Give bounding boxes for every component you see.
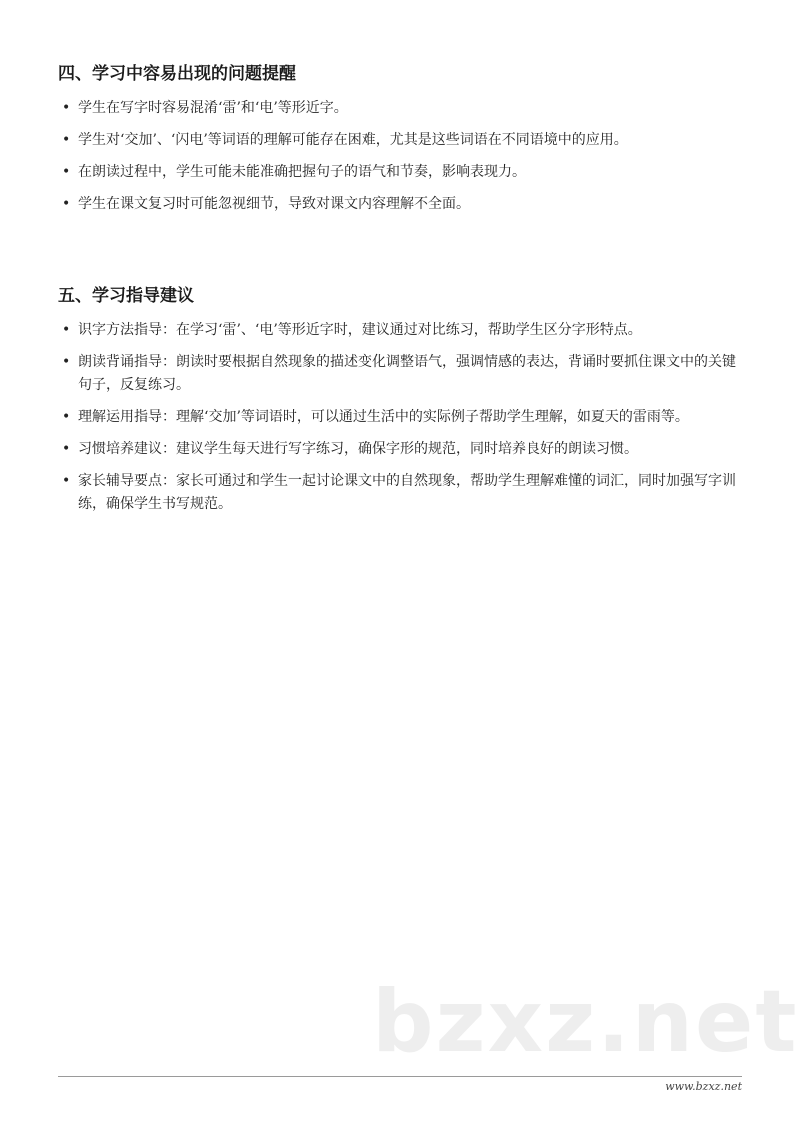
list-item: • 家长辅导要点：家长可通过和学生一起讨论课文中的自然现象，帮助学生理解难懂的词汇，同时加强写字训练，确保学生书写规范。: [58, 470, 738, 516]
bullet-list: [58, 97, 748, 216]
list-item: • 习惯培养建议：建议学生每天进行写字练习，确保字形的规范，同时培养良好的朗读习惯。: [58, 438, 738, 461]
section-heading: 五、学习指导建议: [58, 286, 194, 306]
list-item: • 在朗读过程中，学生可能未能准确把握句子的语气和节奏，影响表现力。: [58, 161, 738, 184]
footer-divider: [58, 1076, 742, 1077]
list-item: • 朗读背诵指导：朗读时要根据自然现象的描述变化调整语气，强调情感的表达，背诵时要抓住课文中的关键句子，反复练习。: [58, 351, 738, 397]
bullet-list: [58, 319, 748, 516]
watermark: bzxz.net: [372, 972, 799, 1072]
list-item: • 学生在写字时容易混淆‘雷’和‘电’等形近字。: [58, 97, 738, 120]
list-item: • 学生对‘交加’、‘闪电’等词语的理解可能存在困难，尤其是这些词语在不同语境中的应用。: [58, 129, 738, 152]
section-heading: 四、学习中容易出现的问题提醒: [58, 64, 296, 84]
list-item: • 学生在课文复习时可能忽视细节，导致对课文内容理解不全面。: [58, 193, 738, 216]
section-problem-reminders: [58, 62, 748, 225]
list-item: • 理解运用指导：理解‘交加’等词语时，可以通过生活中的实际例子帮助学生理解，如夏天的雷雨等。: [58, 406, 738, 429]
footer-url: www.bzxz.net: [665, 1080, 742, 1093]
section-study-guidance: [58, 284, 748, 525]
list-item: • 识字方法指导：在学习‘雷’、‘电’等形近字时，建议通过对比练习，帮助学生区分字形特点。: [58, 319, 738, 342]
